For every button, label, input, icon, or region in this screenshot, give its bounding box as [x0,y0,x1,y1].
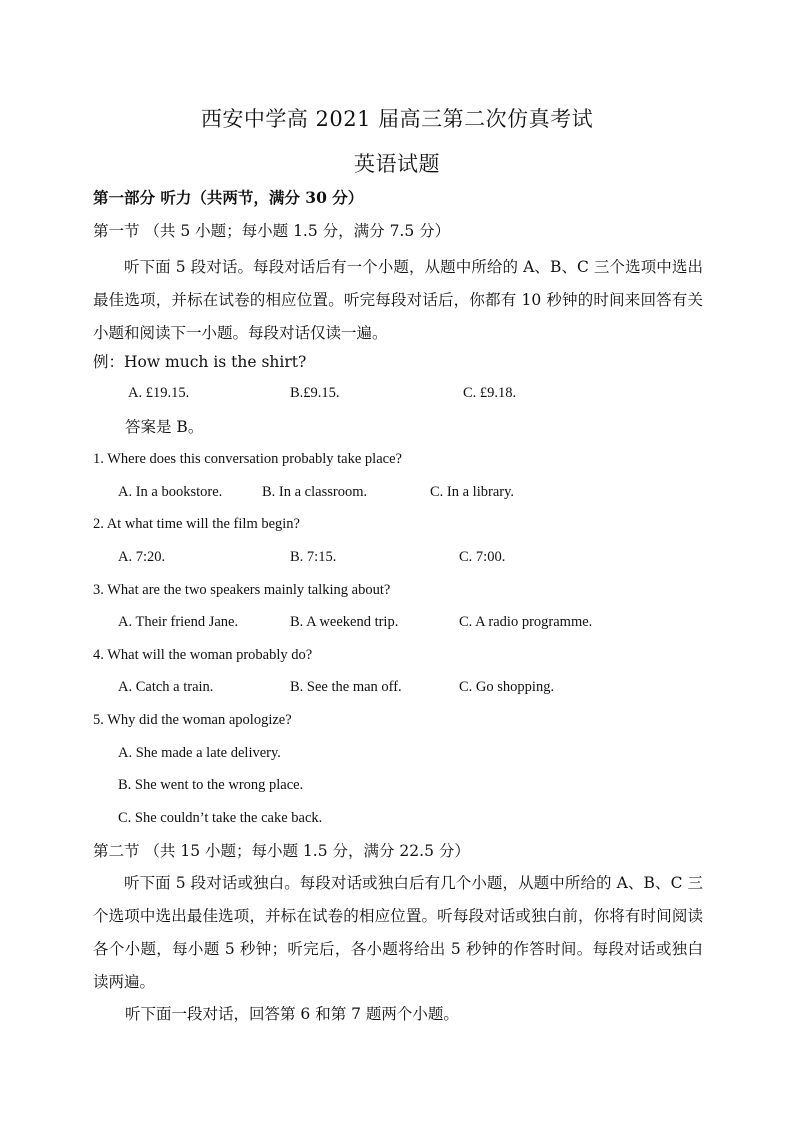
q2-option-a: A. 7:20. [118,549,166,565]
example-prompt: 例：How much is the shirt? [93,353,307,371]
q3-option-c: C. A radio programme. [459,614,593,630]
q1-option-c: C. In a library. [430,484,515,500]
question-2: 2. At what time will the film begin? [93,516,300,532]
q4-option-c: C. Go shopping. [459,679,555,695]
question-4: 4. What will the woman probably do? [93,647,313,663]
exam-title: 西安中学高 2021 届高三第二次仿真考试 [200,107,594,131]
example-option-c: C. £9.18. [463,385,517,401]
q5-option-b: B. She went to the wrong place. [118,777,304,793]
section2-note: 听下面一段对话，回答第 6 和第 7 题两个小题。 [125,1005,459,1023]
section2-instructions: 听下面 5 段对话或独白。每段对话或独白后有几个小题，从题中所给的 A、B、C 三个选项中选出最佳选项，并标在试卷的相应位置。听每段对话或独白前，你将有时间阅读各个小题，每小题 5 秒钟；听完后，各小题将给出 5 秒钟的作答时间。每段对话或独白读两遍。 [93,874,703,991]
q3-option-a: A. Their friend Jane. [118,614,239,630]
q3-option-b: B. A weekend trip. [290,614,399,630]
q5-option-c: C. She couldn’t take the cake back. [118,810,323,826]
section1-instructions: 听下面 5 段对话。每段对话后有一个小题，从题中所给的 A、B、C 三个选项中选出最佳选项，并标在试卷的相应位置。听完每段对话后，你都有 10 秒钟的时间来回答有关小题和阅读下一小题。每段对话仅读一遍。 [93,258,703,342]
q1-option-b: B. In a classroom. [262,484,368,500]
exam-subtitle: 英语试题 [354,152,440,176]
example-option-a: A. £19.15. [128,385,190,401]
q4-option-b: B. See the man off. [290,679,402,695]
section2-heading: 第二节 （共 15 小题；每小题 1.5 分，满分 22.5 分） [93,842,470,860]
example-answer: 答案是 B。 [125,418,204,436]
q1-option-a: A. In a bookstore. [118,484,223,500]
section1-heading: 第一节 （共 5 小题；每小题 1.5 分，满分 7.5 分） [93,222,451,240]
question-1: 1. Where does this conversation probably take place? [93,451,402,467]
part1-heading: 第一部分 听力（共两节，满分 30 分） [93,188,364,207]
q2-option-b: B. 7:15. [290,549,337,565]
q4-option-a: A. Catch a train. [118,679,214,695]
q2-option-c: C. 7:00. [459,549,506,565]
q5-option-a: A. She made a late delivery. [118,745,281,761]
question-5: 5. Why did the woman apologize? [93,712,292,728]
question-3: 3. What are the two speakers mainly talking about? [93,582,391,598]
example-option-b: B.£9.15. [290,385,340,401]
